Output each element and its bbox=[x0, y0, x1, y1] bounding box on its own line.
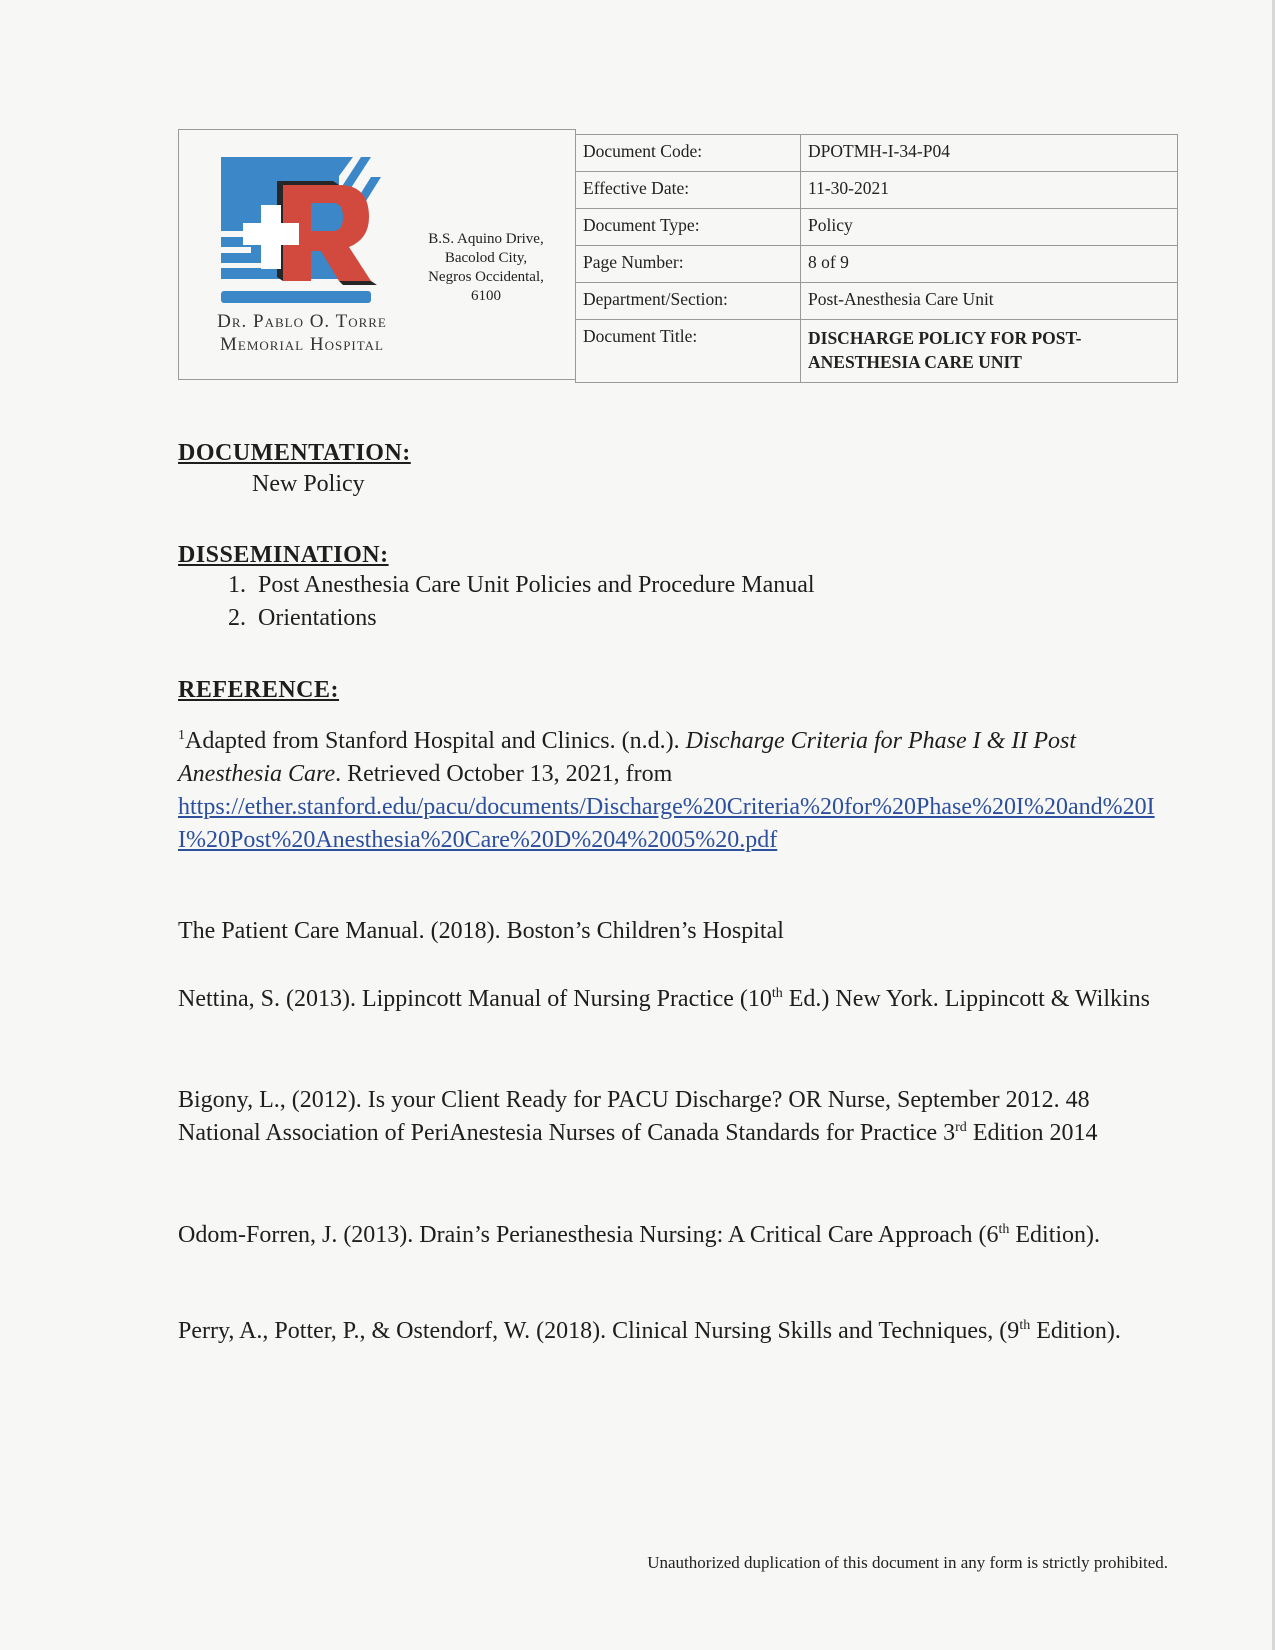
ref-text: Edition). bbox=[1030, 1318, 1121, 1344]
reference-section bbox=[178, 677, 339, 704]
meta-label: Document Title: bbox=[576, 320, 801, 383]
reference-link[interactable]: https://ether.stanford.edu/pacu/documents/Discharge%20Criteria%20for%20Phase%20I%20and%20II%20Post%20Anesthesia%20Care%20D%204%2005%20.pdf bbox=[178, 794, 1155, 853]
hospital-name bbox=[197, 310, 407, 356]
dissemination-list bbox=[178, 569, 815, 635]
ref-sup: th bbox=[771, 986, 783, 1001]
document-title-value: DISCHARGE POLICY FOR POST-ANESTHESIA CARE UNIT bbox=[801, 320, 1178, 383]
hospital-address bbox=[411, 230, 561, 306]
hospital-name-line2: Memorial Hospital bbox=[220, 334, 384, 355]
meta-value: Policy bbox=[801, 209, 1178, 246]
meta-value: 8 of 9 bbox=[801, 246, 1178, 283]
meta-label: Page Number: bbox=[576, 246, 801, 283]
ref-text: Adapted from Stanford Hospital and Clinics. (n.d.). bbox=[185, 728, 686, 754]
meta-row bbox=[576, 283, 1178, 320]
header-logo-cell bbox=[178, 129, 576, 380]
ref-text: . Retrieved October 13, 2021, from bbox=[335, 761, 673, 787]
footnote-marker: 1 bbox=[178, 728, 185, 743]
ref-text: Edition 2014 bbox=[966, 1120, 1098, 1146]
reference-item-3 bbox=[178, 983, 1168, 1016]
documentation-section bbox=[178, 440, 411, 501]
meta-label: Document Code: bbox=[576, 135, 801, 172]
list-item: 1. Post Anesthesia Care Unit Policies and Procedure Manual bbox=[252, 569, 815, 602]
reference-item-6 bbox=[178, 1315, 1168, 1348]
footer-notice: Unauthorized duplication of this document in any form is strictly prohibited. bbox=[647, 1553, 1168, 1572]
ref-text: Bigony, L., (2012). Is your Client Ready for PACU Discharge? OR Nurse, September 2012. 48 National Association of PeriAnestesia Nurses of Canada Standards for Practice 3 bbox=[178, 1087, 1090, 1146]
meta-label: Department/Section: bbox=[576, 283, 801, 320]
meta-row bbox=[576, 320, 1178, 383]
document-meta-table bbox=[575, 134, 1178, 383]
address-line: Bacolod City, bbox=[444, 250, 528, 266]
dissemination-heading: DISSEMINATION: bbox=[178, 542, 389, 568]
documentation-heading: DOCUMENTATION: bbox=[178, 440, 411, 466]
reference-item-1 bbox=[178, 725, 1168, 857]
reference-item-5 bbox=[178, 1219, 1168, 1252]
reference-item-4 bbox=[178, 1084, 1168, 1150]
address-line: B.S. Aquino Drive, bbox=[428, 231, 544, 247]
ref-text: Ed.) New York. Lippincott & Wilkins bbox=[782, 986, 1151, 1012]
ref-text: Odom-Forren, J. (2013). Drain’s Perianesthesia Nursing: A Critical Care Approach (6 bbox=[178, 1222, 999, 1248]
meta-row bbox=[576, 172, 1178, 209]
ref-title: Discharge Criteria for Phase I & II Post Anesthesia Care bbox=[178, 728, 1076, 787]
hospital-logo-icon bbox=[221, 157, 381, 307]
address-line: 6100 bbox=[471, 288, 501, 304]
ref-sup: th bbox=[998, 1222, 1010, 1237]
ref-sup: rd bbox=[955, 1120, 967, 1135]
meta-row bbox=[576, 135, 1178, 172]
ref-text: Edition). bbox=[1009, 1222, 1101, 1248]
meta-label: Effective Date: bbox=[576, 172, 801, 209]
meta-value: Post-Anesthesia Care Unit bbox=[801, 283, 1178, 320]
meta-label: Document Type: bbox=[576, 209, 801, 246]
reference-item-2: The Patient Care Manual. (2018). Boston’s Children’s Hospital bbox=[178, 918, 784, 944]
dissemination-section bbox=[178, 542, 815, 635]
ref-sup: th bbox=[1019, 1318, 1031, 1333]
ref-text: Nettina, S. (2013). Lippincott Manual of Nursing Practice (10 bbox=[178, 986, 772, 1012]
meta-row bbox=[576, 209, 1178, 246]
meta-value: 11-30-2021 bbox=[801, 172, 1178, 209]
reference-heading: REFERENCE: bbox=[178, 677, 340, 703]
address-line: Negros Occidental, bbox=[428, 269, 544, 285]
meta-value: DPOTMH-I-34-P04 bbox=[801, 135, 1178, 172]
ref-text: Perry, A., Potter, P., & Ostendorf, W. (2018). Clinical Nursing Skills and Techniques, (9 bbox=[178, 1318, 1020, 1344]
meta-row bbox=[576, 246, 1178, 283]
hospital-name-line1: Dr. Pablo O. Torre bbox=[217, 311, 387, 332]
list-item: 2. Orientations bbox=[252, 602, 815, 635]
documentation-text: New Policy bbox=[252, 471, 365, 497]
